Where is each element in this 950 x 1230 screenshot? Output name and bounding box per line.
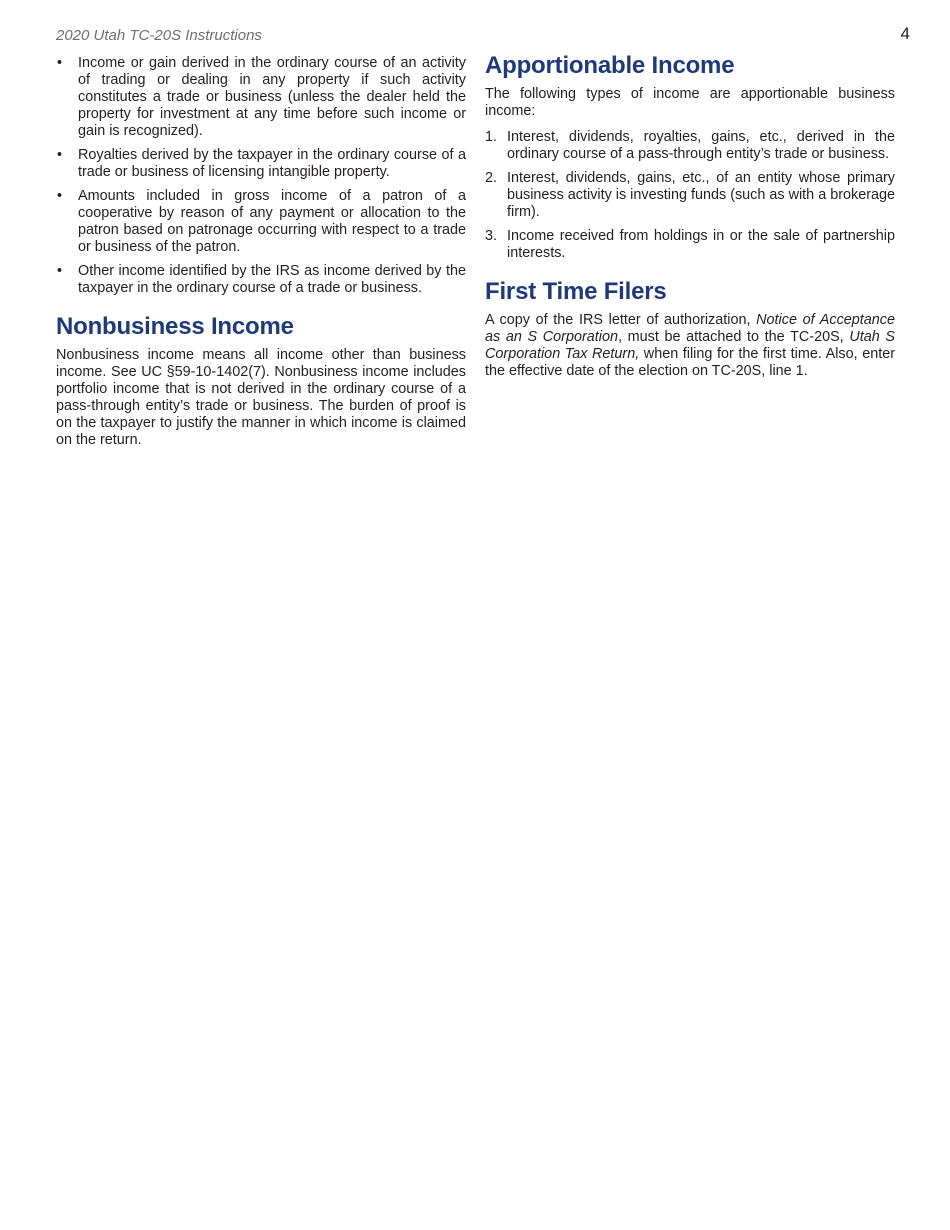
apportionable-income-heading: Apportionable Income [485,52,735,79]
nonbusiness-income-heading: Nonbusiness Income [56,313,294,340]
paragraph-text: A copy of the IRS letter of authorization, [485,312,757,328]
left-column [56,55,466,458]
list-item [56,147,466,181]
list-item [56,263,466,297]
list-item-text: Income received from holdings in or the sale of partnership interests. [507,228,895,261]
list-item [485,129,895,163]
list-item-text: Income or gain derived in the ordinary course of an activity of trading or dealing in any property if such activity constitutes a trade or business (unless the dealer held the property for investment at any time before such income or gain is recognized). [78,55,466,139]
bullet-marker: • [57,55,63,71]
list-number: 3. [485,228,498,244]
list-item [485,228,895,262]
list-item [56,188,466,256]
apportionable-income-list [485,129,895,262]
list-item-text: Interest, dividends, royalties, gains, etc., derived in the ordinary course of a pass-through entity’s trade or business. [507,129,895,162]
first-time-filers-paragraph [485,312,895,380]
bullet-marker: • [57,188,63,204]
business-income-bullet-list [56,55,466,297]
list-item [56,55,466,140]
bullet-marker: • [57,147,63,163]
nonbusiness-income-paragraph: Nonbusiness income means all income other than business income. See UC §59-10-1402(7). Nonbusiness income includes portfolio income that is not derived in the ordinary course of a pass-through entity’s trade or business. The burden of proof is on the taxpayer to justify the manner in which income is claimed on the return. [56,347,466,448]
form-title-italic: Notice of Acceptance as an S Corporation [485,312,896,345]
list-number: 2. [485,170,498,186]
list-item-text: Interest, dividends, gains, etc., of an entity whose primary business activity is investing funds (such as with a brokerage firm). [507,170,895,220]
list-item [485,170,895,221]
list-item-text: Amounts included in gross income of a patron of a cooperative by reason of any payment or allocation to the patron based on patronage occurring with respect to a trade or business of the patron. [78,188,466,255]
list-item-text: Other income identified by the IRS as income derived by the taxpayer in the ordinary course of a trade or business. [78,263,466,296]
paragraph-text: , must be attached to the TC-20S, [617,329,850,345]
apportionable-income-intro: The following types of income are apportionable business income: [485,86,895,119]
right-column [485,52,896,389]
paragraph-text: when filing for the first time. Also, enter the effective date of the election on TC-20S, line 1. [485,346,895,379]
page-number: 4 [900,24,910,43]
list-number: 1. [485,129,498,145]
running-header: 2020 Utah TC-20S Instructions [56,27,262,44]
form-title-italic: Utah S Corporation Tax Return, [485,329,895,362]
first-time-filers-heading: First Time Filers [485,278,667,305]
bullet-marker: • [57,263,63,279]
list-item-text: Royalties derived by the taxpayer in the ordinary course of a trade or business of licensing intangible property. [78,147,466,180]
